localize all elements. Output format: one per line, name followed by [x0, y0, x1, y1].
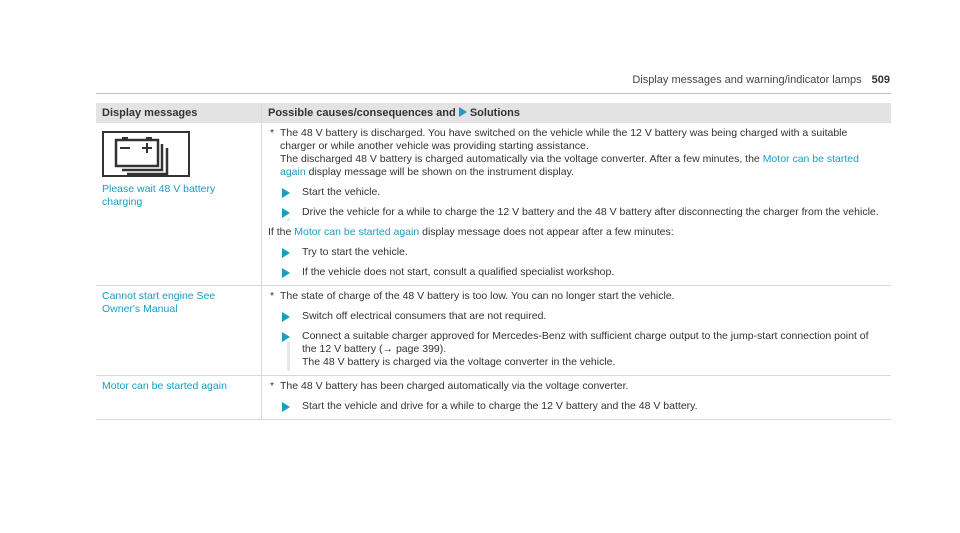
cause-note	[268, 127, 885, 179]
cause-text: The 48 V battery has been charged automatically via the voltage converter.	[280, 380, 629, 392]
battery-charging-icon	[102, 131, 190, 177]
display-message: Cannot start engine See Owner's Manual	[102, 290, 216, 315]
step-item	[282, 206, 885, 219]
note-marker: *	[270, 380, 275, 392]
note-marker: *	[270, 127, 275, 139]
step-item	[282, 266, 885, 279]
step-arrow-icon	[282, 188, 290, 198]
step-item	[282, 310, 885, 323]
step-arrow-icon	[282, 208, 290, 218]
message-reference: Motor can be started again	[280, 153, 859, 178]
message-cell	[96, 376, 262, 420]
table-row	[96, 123, 891, 286]
info-text-b: display message will be shown on the instrument display.	[308, 166, 574, 178]
solution-cell	[262, 286, 892, 376]
message-reference: Motor can be started again	[294, 226, 420, 238]
step-arrow-icon	[282, 402, 290, 412]
step-text: Start the vehicle.	[302, 186, 381, 198]
cause-text: The 48 V battery is discharged. You have switched on the vehicle while the 12 V battery was being charged with a suitable charger or while another vehicle was providing starting assistance.	[280, 127, 848, 152]
step-bar	[287, 218, 290, 221]
step-text-b: The 48 V battery is charged via the voltage converter in the vehicle.	[302, 356, 616, 368]
page-number: 509	[871, 74, 890, 86]
message-cell	[96, 286, 262, 376]
running-header	[632, 74, 890, 86]
step-arrow-icon	[459, 107, 467, 117]
col-heading-causes-text: Possible causes/consequences and	[268, 107, 456, 119]
info-text	[280, 153, 885, 179]
header-rule	[96, 93, 891, 94]
step-item	[282, 246, 885, 259]
note-marker: *	[270, 290, 275, 302]
table-row	[96, 376, 891, 420]
message-cell	[96, 123, 262, 286]
cause-text: The state of charge of the 48 V battery is too low. You can no longer start the vehicle.	[280, 290, 675, 302]
step-bar	[287, 342, 290, 371]
step-arrow-icon	[282, 248, 290, 258]
condition-text-a: If the	[268, 226, 292, 238]
cause-note	[268, 380, 885, 393]
step-arrow-icon	[282, 268, 290, 278]
step-text: Start the vehicle and drive for a while to charge the 12 V battery and the 48 V battery.	[302, 400, 698, 412]
col-heading-display-messages: Display messages	[96, 103, 262, 123]
step-text: If the vehicle does not start, consult a qualified specialist workshop.	[302, 266, 615, 278]
condition-text	[268, 226, 885, 239]
info-text-a: The discharged 48 V battery is charged automatically via the voltage converter. After a few minutes, the	[280, 153, 760, 165]
solution-cell	[262, 376, 892, 420]
cause-note	[268, 290, 885, 303]
col-heading-solutions-text: Solutions	[469, 107, 520, 119]
step-text: Switch off electrical consumers that are not required.	[302, 310, 547, 322]
step-text: Drive the vehicle for a while to charge the 12 V battery and the 48 V battery after disconnecting the charger from the vehicle.	[302, 206, 879, 218]
step-item	[282, 400, 885, 413]
messages-table	[96, 103, 891, 420]
page-reference-link[interactable]: → page 399).	[382, 343, 447, 355]
step-text: Try to start the vehicle.	[302, 246, 408, 258]
section-title: Display messages and warning/indicator lamps	[632, 74, 862, 86]
col-heading-causes	[262, 103, 892, 123]
display-message: Please wait 48 V battery charging	[102, 183, 216, 208]
step-text	[302, 330, 885, 356]
table-header-row	[96, 103, 891, 123]
step-arrow-icon	[282, 312, 290, 322]
condition-text-b: display message does not appear after a few minutes:	[422, 226, 674, 238]
display-message: Motor can be started again	[102, 380, 227, 392]
step-item	[282, 330, 885, 369]
step-arrow-icon	[282, 332, 290, 342]
solution-cell	[262, 123, 892, 286]
step-item	[282, 186, 885, 199]
step-text-a: Connect a suitable charger approved for Mercedes-Benz with sufficient charge output to the jump-start connection point of the 12 V battery (	[302, 330, 869, 355]
table-row	[96, 286, 891, 376]
